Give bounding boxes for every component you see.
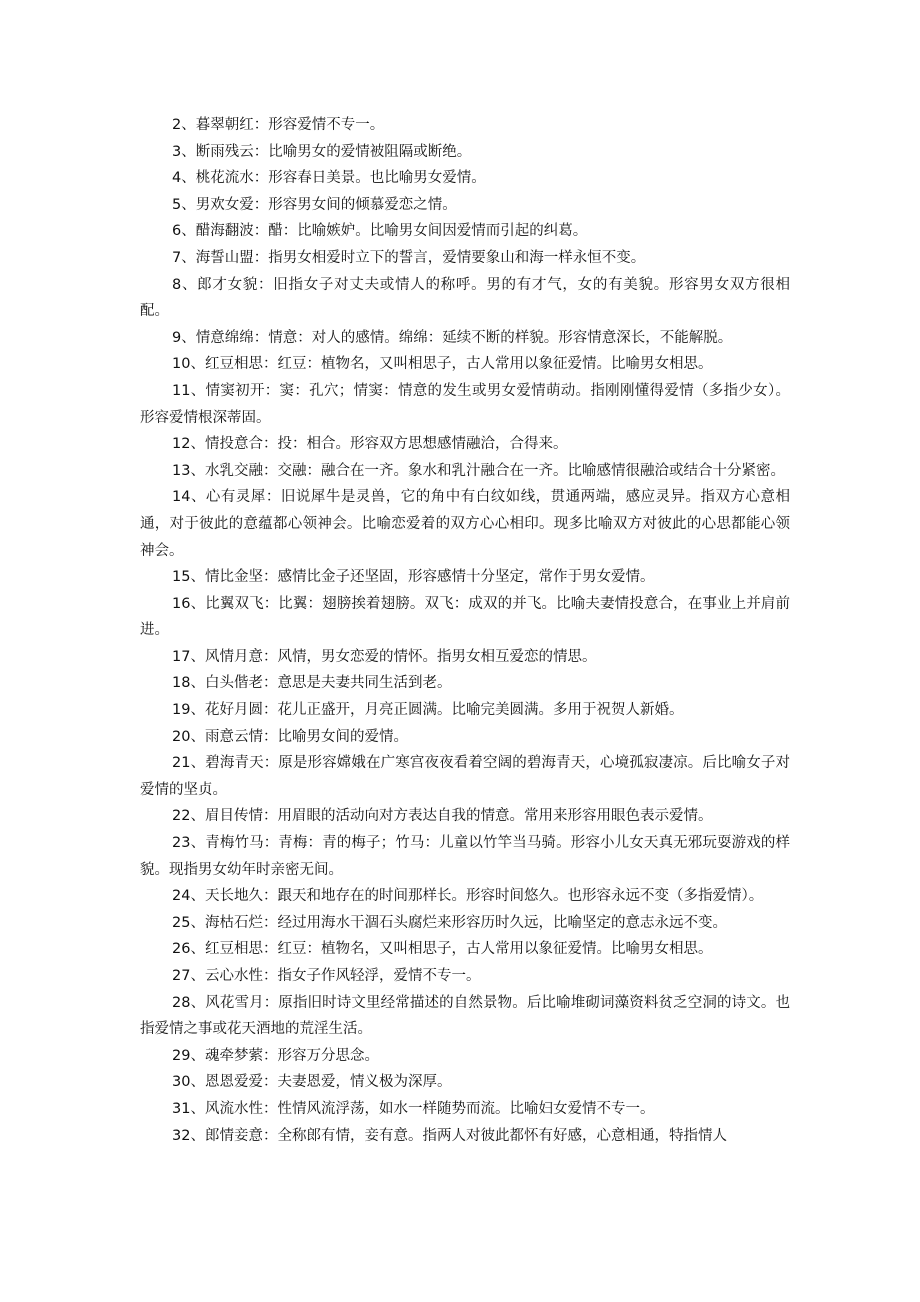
- list-item: 29、魂牵梦萦：形容万分思念。: [172, 1047, 379, 1064]
- list-item: 2、暮翠朝红：形容爱情不专一。: [172, 117, 385, 133]
- list-item: 19、花好月圆：花儿正盛开，月亮正圆满。比喻完美圆满。多用于祝贺人新婚。: [172, 702, 684, 719]
- list-item: 25、海枯石烂：经过用海水干涸石头腐烂来形容历时久远，比喻坚定的意志永远不变。: [172, 914, 727, 931]
- list-item: 4、桃花流水：形容春日美景。也比喻男女爱情。: [172, 170, 486, 187]
- list-item: 24、天长地久：跟天和地存在的时间那样长。形容时间悠久。也形容永远不变（多指爱情）。: [172, 888, 764, 905]
- list-item: 26、红豆相思：红豆：植物名，又叫相思子，古人常用以象征爱情。比喻男女相思。: [172, 941, 713, 958]
- idiom-list: [140, 112, 790, 1149]
- list-item: 32、郎情妾意：全称郎有情，妾有意。指两人对彼此都怀有好感，心意相通，特指情人: [172, 1127, 727, 1144]
- list-item: 28、风花雪月：原指旧时诗文里经常描述的自然景物。后比喻堆砌词藻资料贫乏空洞的诗文。也指爱情之事或花天酒地的荒淫生活。: [140, 994, 790, 1038]
- list-item: 10、红豆相思：红豆：植物名，又叫相思子，古人常用以象征爱情。比喻男女相思。: [172, 356, 713, 373]
- list-item: 20、雨意云情：比喻男女间的爱情。: [172, 728, 408, 745]
- list-item: 22、眉目传情：用眉眼的活动向对方表达自我的情意。常用来形容用眼色表示爱情。: [172, 808, 713, 825]
- list-item: 3、断雨残云：比喻男女的爱情被阻隔或断绝。: [172, 143, 472, 160]
- list-item: 13、水乳交融：交融：融合在一齐。象水和乳汁融合在一齐。比喻感情很融洽或结合十分紧密。: [172, 462, 785, 479]
- list-item: 23、青梅竹马：青梅：青的梅子；竹马：儿童以竹竿当马骑。形容小儿女天真无邪玩耍游戏的样貌。现指男女幼年时亲密无间。: [140, 835, 790, 878]
- list-item: 5、男欢女爱：形容男女间的倾慕爱恋之情。: [172, 196, 457, 213]
- list-item: 30、恩恩爱爱：夫妻恩爱，情义极为深厚。: [172, 1074, 452, 1091]
- list-item: 16、比翼双飞：比翼：翅膀挨着翅膀。双飞：成双的并飞。比喻夫妻情投意合，在事业上并肩前进。: [140, 595, 790, 639]
- list-item: 14、心有灵犀：旧说犀牛是灵兽，它的角中有白纹如线，贯通两端，感应灵异。指双方心意相通，对于彼此的意蕴都心领神会。比喻恋爱着的双方心心相印。现多比喻双方对彼此的心思都能心领神会。: [140, 489, 790, 559]
- list-item: 31、风流水性：性情风流浮荡，如水一样随势而流。比喻妇女爱情不专一。: [172, 1100, 655, 1117]
- list-item: 18、白头偕老：意思是夫妻共同生活到老。: [172, 675, 452, 692]
- list-item: 21、碧海青天：原是形容嫦娥在广寒宫夜夜看着空阔的碧海青天，心境孤寂凄凉。后比喻女子对爱情的坚贞。: [140, 755, 790, 798]
- list-item: 27、云心水性：指女子作风轻浮，爱情不专一。: [172, 968, 481, 984]
- list-item: 15、情比金坚：感情比金子还坚固，形容感情十分坚定，常作于男女爱情。: [172, 569, 655, 586]
- list-item: 8、郎才女貌：旧指女子对丈夫或情人的称呼。男的有才气，女的有美貌。形容男女双方很相配。: [140, 276, 790, 320]
- list-item: 12、情投意合：投：相合。形容双方思想感情融洽，合得来。: [172, 436, 568, 453]
- list-item: 6、醋海翻波：醋：比喻嫉妒。比喻男女间因爱情而引起的纠葛。: [172, 223, 588, 240]
- list-item: 9、情意绵绵：情意：对人的感情。绵绵：延续不断的样貌。形容情意深长，不能解脱。: [172, 329, 733, 346]
- list-item: 11、情窦初开：窦：孔穴；情窦：情意的发生或男女爱情萌动。指刚刚懂得爱情（多指少女）。形容爱情根深蒂固。: [140, 382, 790, 426]
- list-item: 17、风情月意：风情，男女恋爱的情怀。指男女相互爱恋的情思。: [172, 648, 597, 665]
- list-item: 7、海誓山盟：指男女相爱时立下的誓言，爱情要象山和海一样永恒不变。: [172, 249, 646, 266]
